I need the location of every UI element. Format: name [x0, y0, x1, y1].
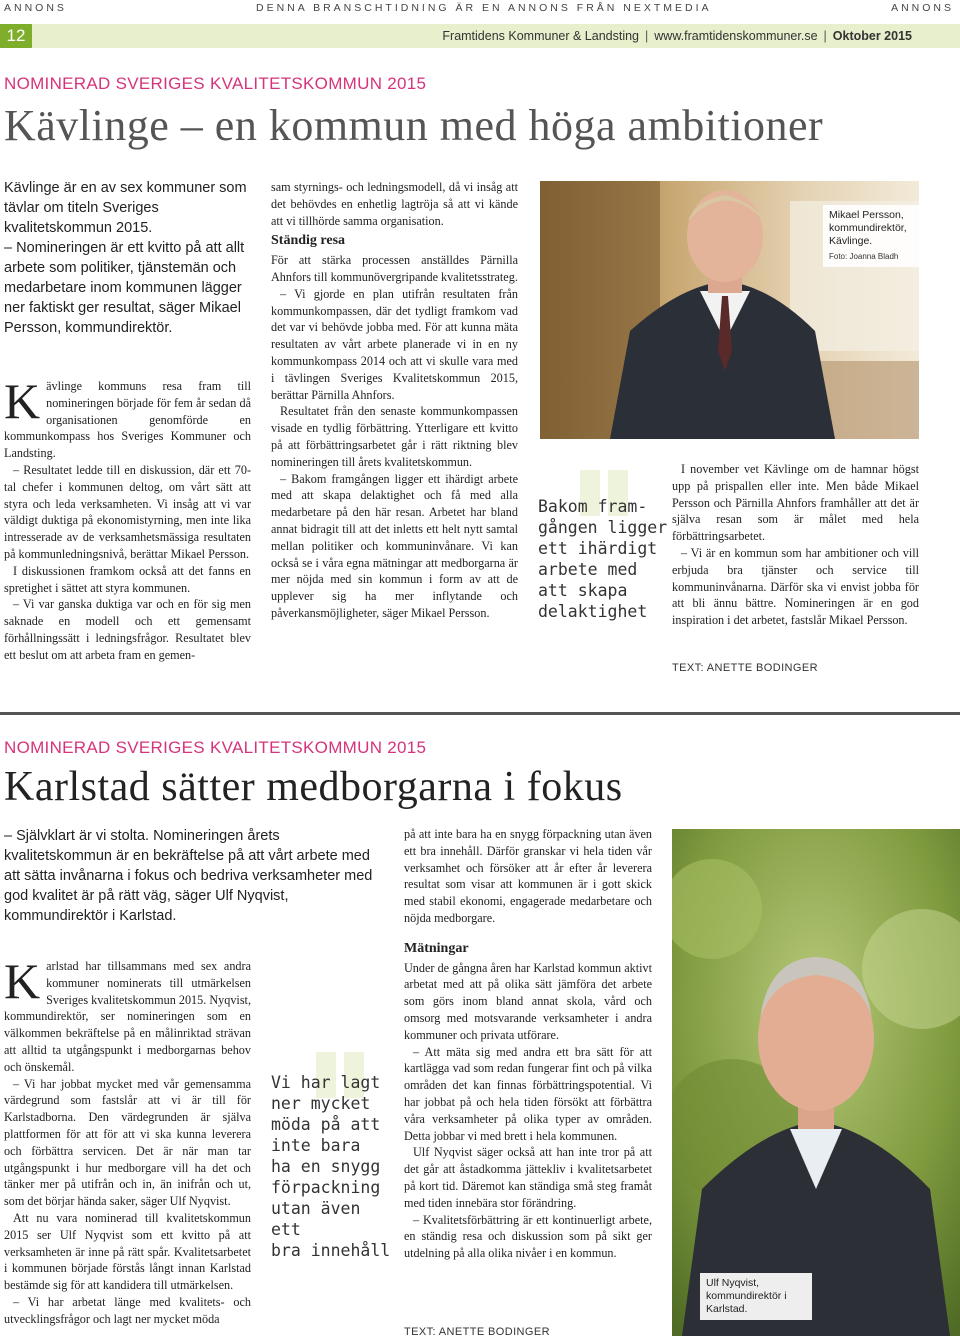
drop-cap: K — [4, 953, 41, 1009]
drop-cap: K — [4, 373, 41, 429]
pullquote-line: utan även ett — [271, 1199, 361, 1239]
ad-disclaimer: DENNA BRANSCHTIDNING ÄR EN ANNONS FRÅN NEXTMEDIA — [256, 2, 712, 14]
body-paragraph: – Vi är en kommun som har ambitioner och vill erbjuda bra tjänster och service till kommuninvånarna. Därför ska vi envist jobba för att bli ännu bättre. Nomineringen är en god inspiration i det arbetet, fastslår Mikael Persson. — [672, 545, 919, 628]
article2-column-1 — [4, 953, 251, 1328]
body-paragraph: sam styrnings- och ledningsmodell, då vi insåg att det behövdes en enhetlig lagtröja så att vi kände att vi tillhörde samma organisation. — [271, 180, 518, 228]
article1-column-2 — [271, 179, 518, 622]
body-paragraph: – Vi gjorde en plan utifrån resultaten från kommunkompassen, där det tydligt framkom vad det var vi behövde jobba med. För att kunna mäta resultaten av vårt arbete planerade vi in en ny kommunkompass 2014 och att vi skulle vara med i tävlingen Sveriges Kvalitetskommun 2015, berättar Pärnilla Ahnfors. — [271, 286, 518, 402]
pullquote-line: möda på att — [271, 1115, 381, 1134]
ingress-paragraph: Kävlinge är en av sex kommuner som tävlar om titeln Sveriges kvalitetskommun 2015. — [4, 180, 247, 236]
pullquote-line: bra innehåll — [271, 1241, 391, 1260]
body-paragraph: Ulf Nyqvist säger också att han inte tror på att det går att åstadkomma jättekliv i kvalitetsarbetet på kort tid. Däremot kan ständiga små steg framåt med tiden innebära stor förändring. — [404, 1145, 652, 1210]
publication-name: Framtidens Kommuner & Landsting — [442, 29, 640, 43]
body-paragraph: arlstad har tillsammans med sex andra kommuner nominerats till utmärkelsen Sveriges kvalitetskommun 2015. Nyqvist, kommundirektör, ser nomineringen som en välkommen bekräftelse på en målinriktad strävan att alltid ta utgångspunkt i medborgarnas behov och önskemål. — [4, 959, 251, 1074]
body-paragraph: – Bakom framgången ligger ett ihärdigt arbete med att skapa delaktighet och få med alla medarbetare på den här resan. Arbetet har bland annat bidragit till att det inletts ett helt nytt samtal mellan politiker och kommuninvånare. Vi kan också se i våra egna mätningar att medborgarna är mer nöjda med sin kommun i form av att de upplever sig ha mer inflytande och påverkansmöjligheter, säger Mikael Persson. — [271, 471, 518, 620]
body-paragraph: För att stärka processen anställdes Pärnilla Ahnfors till kommunövergripande kvalitetsstrateg. — [271, 253, 518, 284]
article2-kicker: NOMINERAD SVERIGES KVALITETSKOMMUN 2015 — [4, 738, 427, 757]
article1-kicker: NOMINERAD SVERIGES KVALITETSKOMMUN 2015 — [4, 74, 427, 93]
ad-label-right: ANNONS — [891, 2, 954, 14]
photo-credit: Foto: Joanna Bladh — [829, 252, 899, 261]
pullquote-2 — [266, 1052, 396, 1260]
subheading: Mätningar — [404, 940, 469, 956]
body-paragraph: – Vi var ganska duktiga var och en för sig men saknade en modell och ett gemensamt förhållningssätt i ledningsfrågor. Resultatet blev ett beslut om att arbeta fram en gemen- — [4, 597, 251, 662]
pullquote-1 — [530, 470, 670, 630]
article1-title: Kävlinge – en kommun med höga ambitioner — [4, 101, 824, 150]
article1-column-1 — [4, 373, 251, 664]
body-paragraph: I diskussionen framkom också att det fanns en spretighet i sättet att styra kommunen. — [4, 563, 251, 595]
article2-title: Karlstad sätter medborgarna i fokus — [4, 764, 623, 810]
pullquote-line: förpackning — [271, 1178, 381, 1197]
ingress-paragraph: – Nomineringen är ett kvitto på att allt arbete som politiker, tjänstemän och medarbetare inom kommunen lägger ner faktiskt ger resultat, säger Mikael Persson, kommundirektör. — [4, 240, 245, 336]
body-paragraph: Att nu vara nominerad till kvalitetskommun 2015 ser Ulf Nyqvist som ett kvitto på att verksamheten är inne på rätt spår. Kvalitetsarbetet i kommunen började förstås långt innan Karlstad bestämde sig för att kandidera till utmärkelsen. — [4, 1210, 251, 1293]
body-paragraph: Resultatet från den senaste kommunkompassen visade en tydlig förbättring. Ytterligare ett kvitto på att förbättringsarbetet går i rätt riktning blev nomineringen till årets kvalitetskommun. — [271, 404, 518, 469]
pullquote-line: arbete med — [538, 560, 638, 579]
pullquote-line: gången ligger — [538, 518, 668, 537]
photo-caption — [700, 1273, 812, 1320]
subheading: Ständig resa — [271, 233, 346, 249]
ad-label-left: ANNONS — [4, 2, 67, 14]
article1-byline: TEXT: ANETTE BODINGER — [672, 662, 818, 674]
pullquote-line: ner mycket — [271, 1094, 371, 1113]
body-paragraph: – Kvalitetsförbättring är ett kontinuerligt arbete, en ständig resa och diskussion som på sikt ger utdelning på alla olika nivåer i en kommun. — [404, 1212, 652, 1261]
pullquote-line: ett ihärdigt — [538, 539, 658, 558]
caption-text: Mikael Persson, kommundirektör, Kävlinge. — [829, 209, 907, 247]
ingress-paragraph: – Självklart är vi stolta. Nomineringen årets kvalitetskommun är en bekräftelse på att vårt arbete med att sätta invånarna i fokus och bedriva verksamheter med god kvalitet är på rätt väg, säger Ulf Nyqvist, kommundirektör i Karlstad. — [4, 828, 373, 924]
body-paragraph: på att inte bara ha en snygg förpackning utan även ett bra innehåll. Därför granskar vi hela tiden vår verksamhet och försöker att år efter år leverera resultat som visar att kommunen är i gott skick med stabil ekonomi, engagerade medarbetare och nöjda medborgare. — [404, 827, 652, 925]
portrait-image — [672, 829, 960, 1336]
photo-ulf-nyqvist — [672, 829, 960, 1336]
body-paragraph: ävlinge kommuns resa fram till nomineringen började för fem år sedan då organisationen genomförde en kommunkompass hos Sveriges Kommuner och Landsting. — [4, 379, 251, 461]
pullquote-line: inte bara — [271, 1136, 361, 1155]
photo-mikael-persson — [540, 181, 919, 439]
body-paragraph: – Vi har arbetat länge med kvalitets- och utvecklingsfrågor och lagt ner mycket möda — [4, 1294, 251, 1326]
issue-date: Oktober 2015 — [832, 29, 912, 43]
pullquote-line: Bakom fram- — [538, 497, 648, 516]
pullquote-line: att skapa — [538, 581, 628, 600]
article2-byline: TEXT: ANETTE BODINGER — [404, 1326, 550, 1338]
body-paragraph: Under de gångna åren har Karlstad kommun aktivt arbetat med att på olika sätt jämföra det arbete som görs inom bland annat skola, vård och omsorg med motsvarande verksamheter i andra kommuner och privata utförare. — [404, 960, 652, 1042]
article2-column-3 — [404, 826, 652, 1262]
article2-ingress — [4, 826, 386, 926]
header-info: Framtidens Kommuner & Landsting | www.framtidenskommuner.se | Oktober 2015 — [442, 29, 912, 43]
website-link[interactable]: www.framtidenskommuner.se — [654, 29, 818, 43]
article-divider — [0, 712, 960, 715]
pullquote-line: delaktighet — [538, 602, 648, 621]
article1-ingress — [4, 178, 254, 338]
page-number: 12 — [0, 24, 32, 48]
photo-caption — [823, 205, 919, 267]
pullquote-line: Vi har lagt — [271, 1073, 381, 1092]
pullquote-line: ha en snygg — [271, 1157, 381, 1176]
article1-column-3 — [672, 461, 919, 629]
body-paragraph: – Vi har jobbat mycket med vår gemensamma värdegrund som fastslår att vi är till för Karlstadborna. Den värdegrunden är själva plattformen för att för att vi ska kunna leverera och förbättra servicen. Det är när man tar utgångspunkt i hur medborgare vill ha det och tänker mer på utifrån och in, än inifrån och ut, som det börjar hända saker, säger Ulf Nyqvist. — [4, 1076, 251, 1209]
caption-text: Ulf Nyqvist, kommundirektör i Karlstad. — [706, 1277, 787, 1315]
body-paragraph: – Resultatet ledde till en diskussion, där ett 70-tal chefer i kommunen deltog, om vårt sätt att styra och leda verksamheten. Vi insåg att vi var väldigt duktiga på ekonomistyrning, men inte lika intresserade av de verksamhetsmässiga resultaten på kommunledningsnivå, berättar Mikael Persson. — [4, 462, 251, 561]
body-paragraph: I november vet Kävlinge om de hamnar högst upp på prispallen eller inte. Men både Mikael Persson och Pärnilla Ahnfors framhåller att det är själva resan som är målet med hela förbättringsarbetet. — [672, 462, 919, 544]
body-paragraph: – Att mäta sig med andra ett bra sätt för att kartlägga vad som redan fungerar fint och på vilka områden det kan finnas förbättringspotential. Vi har jobbat på och hela tiden försökt att förbättra våra verksamheter på olika typer av områden. Detta jobbar vi med brett i hela kommunen. — [404, 1044, 652, 1143]
